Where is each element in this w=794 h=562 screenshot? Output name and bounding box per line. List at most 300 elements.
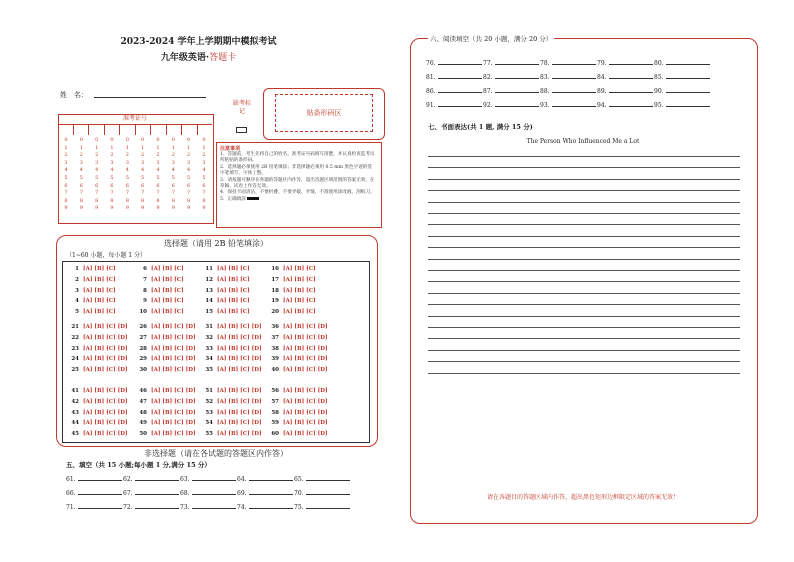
question-number: 45	[71, 431, 79, 438]
exam-id-digit-bubble[interactable]: 0	[202, 137, 206, 143]
exam-id-digit-bubble[interactable]: 3	[171, 159, 175, 166]
answer-options[interactable]: [A] [B] [C] [D]	[151, 409, 196, 416]
answer-options[interactable]: [A] [B] [C] [D]	[83, 409, 128, 416]
answer-options[interactable]: [A] [B] [C]	[83, 298, 116, 305]
subtitle-answer-card: 答题卡	[209, 53, 237, 63]
exam-id-digit-bubble[interactable]: 0	[156, 137, 160, 143]
exam-id-digit-bubble[interactable]: 8	[125, 197, 129, 204]
exam-id-digit-bubble[interactable]: 5	[64, 174, 68, 181]
answer-options[interactable]: [A] [B] [C]	[151, 276, 184, 283]
question-number: 59	[271, 420, 279, 427]
exam-id-digit-bubble[interactable]: 0	[125, 137, 129, 143]
exam-id-cell[interactable]	[58, 124, 74, 135]
exam-id-digit-bubble[interactable]: 8	[141, 197, 145, 204]
essay-line[interactable]	[428, 350, 740, 351]
answer-options[interactable]: [A] [B] [C]	[217, 287, 250, 294]
question-7	[135, 277, 184, 283]
exam-id-digit-bubble[interactable]: 7	[156, 190, 160, 197]
exam-id-digit-bubble[interactable]: 1	[171, 144, 175, 151]
answer-options[interactable]: [A] [B] [C] [D]	[217, 324, 262, 330]
blank-72	[123, 502, 179, 511]
answer-options[interactable]: [A] [B] [C]	[283, 266, 316, 272]
answer-options[interactable]: [A] [B] [C]	[83, 309, 116, 316]
exam-id-digit-bubble[interactable]: 1	[110, 144, 114, 151]
blank-line[interactable]	[552, 58, 596, 65]
answer-options[interactable]: [A] [B] [C] [D]	[83, 420, 128, 427]
question-3	[67, 288, 116, 294]
multiple-choice-title: 选择题（请用 2B 铅笔填涂）	[163, 239, 269, 248]
question-number: 31	[205, 324, 213, 330]
exam-id-digit-bubble[interactable]: 0	[95, 137, 99, 143]
exam-id-digit-bubble[interactable]: 6	[156, 182, 160, 189]
blank-line[interactable]	[609, 100, 653, 107]
blank-number: 95.	[654, 102, 664, 109]
answer-options[interactable]: [A] [B] [C] [D]	[217, 367, 262, 374]
blank-number: 78.	[540, 60, 550, 67]
exam-id-digit-bubble[interactable]: 4	[141, 167, 145, 174]
answer-options[interactable]: [A] [B] [C] [D]	[217, 431, 262, 438]
essay-line[interactable]	[428, 156, 740, 157]
answer-options[interactable]: [A] [B] [C]	[151, 309, 184, 316]
blank-number: 94.	[597, 102, 607, 109]
question-number: 38	[271, 345, 279, 352]
notice-line: 2．选择题必须使用 2B 铅笔填涂；非选择题必须用 0.5 mm 黑色字迹的签字笔填写，字体工整。	[220, 164, 372, 177]
exam-id-digit-bubble[interactable]: 4	[79, 167, 83, 174]
exam-id-digit-bubble[interactable]: 7	[171, 190, 175, 197]
question-46	[135, 388, 196, 394]
essay-line[interactable]	[428, 190, 740, 191]
answer-options[interactable]: [A] [B] [C]	[83, 266, 116, 272]
exam-id-digit-bubble[interactable]: 8	[95, 197, 99, 204]
exam-id-digit-bubble[interactable]: 9	[141, 205, 145, 212]
blank-line[interactable]	[438, 72, 482, 79]
blank-number: 72.	[123, 504, 133, 511]
essay-line[interactable]	[428, 281, 740, 282]
exam-id-digit-bubble[interactable]: 6	[187, 182, 191, 189]
essay-line[interactable]	[428, 202, 740, 203]
answer-options[interactable]: [A] [B] [C] [D]	[83, 388, 128, 394]
essay-line[interactable]	[428, 316, 740, 317]
exam-id-digit-column	[106, 137, 118, 213]
answer-options[interactable]: [A] [B] [C] [D]	[217, 398, 262, 405]
blank-line[interactable]	[192, 488, 236, 495]
exam-id-digit-bubble[interactable]: 2	[64, 152, 68, 159]
question-number: 34	[205, 356, 213, 363]
exam-id-digit-bubble[interactable]: 7	[141, 190, 145, 197]
exam-id-digit-bubble[interactable]: 5	[141, 174, 145, 181]
question-number: 15	[205, 309, 213, 316]
blank-line[interactable]	[495, 100, 539, 107]
answer-options[interactable]: [A] [B] [C] [D]	[151, 398, 196, 405]
exam-id-digit-bubble[interactable]: 0	[79, 137, 83, 143]
page-title: 2023-2024 学年上学期期中模拟考试	[120, 37, 277, 47]
exam-id-digit-bubble[interactable]: 1	[79, 144, 83, 151]
answer-options[interactable]: [A] [B] [C] [D]	[283, 398, 328, 405]
essay-line[interactable]	[428, 247, 740, 248]
notice-body	[220, 152, 376, 203]
answer-options[interactable]: [A] [B] [C]	[151, 287, 184, 294]
exam-id-cell[interactable]	[89, 124, 105, 135]
question-number: 10	[139, 309, 147, 316]
question-number: 58	[271, 409, 279, 416]
question-32	[201, 335, 262, 341]
exam-id-digit-bubble[interactable]: 7	[125, 190, 129, 197]
exam-id-cell[interactable]	[74, 124, 90, 135]
answer-options[interactable]: [A] [B] [C] [D]	[283, 431, 328, 438]
exam-id-digit-bubble[interactable]: 8	[110, 197, 114, 204]
absent-mark-box[interactable]	[236, 127, 247, 133]
boundary-warning: 请在各题目的答题区域内作答，超出黑色矩形边框限定区域的答案无效！	[486, 494, 679, 501]
answer-options[interactable]: [A] [B] [C] [D]	[217, 420, 262, 427]
blank-line[interactable]	[192, 502, 236, 509]
blank-line[interactable]	[135, 488, 179, 495]
essay-line[interactable]	[428, 236, 740, 237]
blank-86	[426, 86, 482, 95]
exam-id-digit-bubble[interactable]: 6	[95, 182, 99, 189]
blank-76	[426, 58, 482, 67]
answer-options[interactable]: [A] [B] [C] [D]	[283, 367, 328, 374]
exam-id-digit-bubble[interactable]: 9	[202, 205, 206, 212]
answer-options[interactable]: [A] [B] [C] [D]	[83, 345, 128, 352]
answer-options[interactable]: [A] [B] [C] [D]	[151, 345, 196, 352]
exam-id-digit-bubble[interactable]: 5	[95, 174, 99, 181]
essay-line[interactable]	[428, 179, 740, 180]
exam-id-digit-bubble[interactable]: 1	[125, 144, 129, 151]
exam-id-digit-bubble[interactable]: 4	[156, 167, 160, 174]
exam-id-digit-bubble[interactable]: 0	[110, 137, 114, 143]
exam-id-digit-bubble[interactable]: 3	[202, 159, 206, 166]
question-38	[267, 346, 328, 352]
blank-line[interactable]	[306, 488, 350, 495]
answer-options[interactable]: [A] [B] [C]	[217, 276, 250, 283]
answer-options[interactable]: [A] [B] [C] [D]	[217, 388, 262, 394]
exam-id-digit-bubble[interactable]: 1	[141, 144, 145, 151]
blank-number: 61.	[66, 476, 76, 483]
blank-number: 84.	[597, 74, 607, 81]
blank-line[interactable]	[438, 100, 482, 107]
exam-id-digit-bubble[interactable]: 7	[202, 190, 206, 197]
answer-options[interactable]: [A] [B] [C]	[151, 266, 184, 272]
question-41	[67, 388, 128, 394]
answer-options[interactable]: [A] [B] [C] [D]	[283, 356, 328, 363]
exam-id-digit-bubble[interactable]: 3	[95, 159, 99, 166]
exam-id-digit-bubble[interactable]: 6	[202, 182, 206, 189]
answer-options[interactable]: [A] [B] [C] [D]	[83, 367, 128, 374]
exam-id-cell[interactable]	[182, 124, 198, 135]
question-number: 33	[205, 345, 213, 352]
essay-line[interactable]	[428, 293, 740, 294]
question-number: 53	[205, 409, 213, 416]
answer-options[interactable]: [A] [B] [C]	[283, 298, 316, 305]
exam-id-digit-bubble[interactable]: 8	[187, 197, 191, 204]
blank-line[interactable]	[192, 474, 236, 481]
question-number: 3	[75, 287, 79, 294]
answer-options[interactable]: [A] [B] [C] [D]	[83, 324, 128, 330]
question-number: 50	[139, 431, 147, 438]
exam-id-digit-bubble[interactable]: 1	[187, 144, 191, 151]
exam-id-digit-bubble[interactable]: 3	[110, 159, 114, 166]
blank-line[interactable]	[438, 86, 482, 93]
exam-id-digit-bubble[interactable]: 1	[64, 144, 68, 151]
exam-id-digit-bubble[interactable]: 4	[64, 167, 68, 174]
exam-id-cell[interactable]	[136, 124, 152, 135]
question-number: 37	[271, 334, 279, 341]
question-39	[267, 356, 328, 362]
answer-options[interactable]: [A] [B] [C] [D]	[217, 409, 262, 416]
blank-line[interactable]	[609, 86, 653, 93]
question-number: 41	[71, 388, 79, 394]
name-field[interactable]	[94, 97, 206, 98]
answer-options[interactable]: [A] [B] [C]	[217, 266, 250, 272]
blank-line[interactable]	[78, 502, 122, 509]
question-26	[135, 324, 196, 330]
answer-options[interactable]: [A] [B] [C]	[217, 298, 250, 305]
question-number: 4	[75, 298, 79, 305]
blank-line[interactable]	[552, 72, 596, 79]
exam-id-digit-bubble[interactable]: 5	[110, 174, 114, 181]
exam-id-digit-bubble[interactable]: 5	[202, 174, 206, 181]
question-number: 57	[271, 398, 279, 405]
exam-id-digit-grid	[60, 137, 210, 213]
exam-id-digit-bubble[interactable]: 5	[79, 174, 83, 181]
blank-number: 69.	[237, 490, 247, 497]
exam-id-digit-bubble[interactable]: 2	[110, 152, 114, 159]
question-number: 28	[139, 345, 147, 352]
blank-line[interactable]	[306, 502, 350, 509]
question-54	[201, 420, 262, 426]
answer-options[interactable]: [A] [B] [C] [D]	[217, 345, 262, 352]
exam-id-digit-bubble[interactable]: 5	[171, 174, 175, 181]
exam-id-digit-bubble[interactable]: 4	[95, 167, 99, 174]
question-number: 56	[271, 388, 279, 394]
answer-options[interactable]: [A] [B] [C] [D]	[151, 388, 196, 394]
answer-options[interactable]: [A] [B] [C]	[83, 287, 116, 294]
answer-options[interactable]: [A] [B] [C] [D]	[283, 324, 328, 330]
question-43	[67, 410, 128, 416]
answer-options[interactable]: [A] [B] [C] [D]	[283, 334, 328, 341]
blank-line[interactable]	[249, 474, 293, 481]
exam-id-digit-bubble[interactable]: 5	[125, 174, 129, 181]
blank-line[interactable]	[609, 58, 653, 65]
answer-options[interactable]: [A] [B] [C] [D]	[283, 345, 328, 352]
exam-id-digit-bubble[interactable]: 5	[156, 174, 160, 181]
blank-line[interactable]	[495, 58, 539, 65]
question-number: 2	[75, 276, 79, 283]
blank-line[interactable]	[306, 474, 350, 481]
blank-69	[237, 488, 293, 497]
exam-id-digit-bubble[interactable]: 0	[64, 137, 68, 143]
blank-line[interactable]	[552, 100, 596, 107]
exam-id-digit-bubble[interactable]: 6	[79, 182, 83, 189]
exam-id-digit-bubble[interactable]: 9	[110, 205, 114, 212]
essay-line[interactable]	[428, 338, 740, 339]
blank-line[interactable]	[135, 502, 179, 509]
exam-id-digit-bubble[interactable]: 8	[156, 197, 160, 204]
exam-id-digit-bubble[interactable]: 1	[202, 144, 206, 151]
exam-id-cell[interactable]	[105, 124, 121, 135]
question-number: 17	[271, 276, 279, 283]
exam-id-cell[interactable]	[198, 124, 213, 135]
question-number: 18	[271, 287, 279, 294]
exam-id-digit-bubble[interactable]: 6	[125, 182, 129, 189]
exam-id-cell[interactable]	[167, 124, 183, 135]
question-number: 9	[143, 298, 147, 305]
exam-id-digit-bubble[interactable]: 9	[95, 205, 99, 212]
notice-line: 1．答题前，考生先将自己的姓名、准考证号码填写清楚，并认真检查监考员所粘贴的条形码。	[220, 152, 375, 164]
question-number: 46	[139, 388, 147, 394]
essay-line[interactable]	[428, 270, 740, 271]
answer-options[interactable]: [A] [B] [C]	[283, 276, 316, 283]
answer-options[interactable]: [A] [B] [C] [D]	[283, 409, 328, 416]
exam-id-digit-bubble[interactable]: 9	[187, 205, 191, 212]
exam-id-digit-bubble[interactable]: 2	[95, 152, 99, 159]
answer-options[interactable]: [A] [B] [C] [D]	[151, 431, 196, 438]
exam-id-digit-bubble[interactable]: 4	[110, 167, 114, 174]
blank-line[interactable]	[552, 86, 596, 93]
exam-id-digit-bubble[interactable]: 3	[141, 159, 145, 166]
answer-options[interactable]: [A] [B] [C] [D]	[83, 398, 128, 405]
answer-options[interactable]: [A] [B] [C] [D]	[217, 334, 262, 341]
essay-line[interactable]	[428, 213, 740, 214]
exam-id-digit-bubble[interactable]: 5	[187, 174, 191, 181]
question-number: 29	[139, 356, 147, 363]
exam-id-digit-bubble[interactable]: 3	[156, 159, 160, 166]
exam-id-digit-bubble[interactable]: 4	[171, 167, 175, 174]
exam-id-digit-bubble[interactable]: 4	[125, 167, 129, 174]
exam-id-digit-bubble[interactable]: 2	[79, 152, 83, 159]
answer-options[interactable]: [A] [B] [C]	[83, 276, 116, 283]
blank-line[interactable]	[666, 72, 710, 79]
question-number: 5	[75, 309, 79, 316]
exam-id-digit-bubble[interactable]: 9	[64, 205, 68, 212]
answer-options[interactable]: [A] [B] [C] [D]	[83, 356, 128, 363]
exam-id-digit-bubble[interactable]: 2	[125, 152, 129, 159]
essay-line[interactable]	[428, 167, 740, 168]
answer-options[interactable]: [A] [B] [C] [D]	[283, 388, 328, 394]
exam-id-digit-bubble[interactable]: 7	[187, 190, 191, 197]
blank-line[interactable]	[78, 474, 122, 481]
exam-id-digit-bubble[interactable]: 9	[79, 205, 83, 212]
answer-options[interactable]: [A] [B] [C] [D]	[151, 324, 196, 330]
exam-id-digit-bubble[interactable]: 7	[95, 190, 99, 197]
essay-line[interactable]	[428, 304, 740, 305]
answer-options[interactable]: [A] [B] [C] [D]	[283, 420, 328, 427]
essay-line[interactable]	[428, 361, 740, 362]
exam-id-cell[interactable]	[120, 124, 136, 135]
essay-line[interactable]	[428, 259, 740, 260]
exam-id-digit-bubble[interactable]: 4	[187, 167, 191, 174]
blank-line[interactable]	[438, 58, 482, 65]
exam-id-digit-bubble[interactable]: 7	[79, 190, 83, 197]
answer-options[interactable]: [A] [B] [C] [D]	[151, 334, 196, 341]
exam-id-digit-bubble[interactable]: 4	[202, 167, 206, 174]
exam-id-digit-bubble[interactable]: 6	[141, 182, 145, 189]
exam-id-digit-bubble[interactable]: 7	[64, 190, 68, 197]
blank-number: 79.	[597, 60, 607, 67]
answer-options[interactable]: [A] [B] [C] [D]	[83, 431, 128, 438]
question-number: 48	[139, 409, 147, 416]
blank-line[interactable]	[135, 474, 179, 481]
answer-options[interactable]: [A] [B] [C] [D]	[151, 367, 196, 374]
blank-line[interactable]	[78, 488, 122, 495]
question-number: 20	[271, 309, 279, 316]
blank-line[interactable]	[666, 86, 710, 93]
blank-line[interactable]	[609, 72, 653, 79]
exam-id-digit-bubble[interactable]: 9	[156, 205, 160, 212]
exam-id-digit-bubble[interactable]: 3	[64, 159, 68, 166]
page-subtitle	[0, 50, 397, 63]
answer-options[interactable]: [A] [B] [C]	[217, 309, 250, 316]
answer-options[interactable]: [A] [B] [C]	[283, 309, 316, 316]
blank-line[interactable]	[249, 502, 293, 509]
exam-id-digit-column	[121, 137, 133, 213]
blank-line[interactable]	[495, 86, 539, 93]
question-2	[67, 277, 116, 283]
essay-line[interactable]	[428, 373, 740, 374]
exam-id-digit-bubble[interactable]: 6	[171, 182, 175, 189]
exam-id-digit-bubble[interactable]: 2	[187, 152, 191, 159]
question-number: 30	[139, 367, 147, 374]
answer-options[interactable]: [A] [B] [C] [D]	[217, 356, 262, 363]
exam-id-digit-column	[152, 137, 164, 213]
blank-line[interactable]	[666, 58, 710, 65]
question-21	[67, 324, 128, 330]
exam-id-digit-bubble[interactable]: 9	[125, 205, 129, 212]
answer-options[interactable]: [A] [B] [C] [D]	[83, 334, 128, 341]
exam-id-digit-bubble[interactable]: 3	[79, 159, 83, 166]
blank-line[interactable]	[249, 488, 293, 495]
blank-number: 91.	[426, 102, 436, 109]
question-52	[201, 399, 262, 405]
exam-id-digit-bubble[interactable]: 3	[187, 159, 191, 166]
essay-line[interactable]	[428, 224, 740, 225]
exam-id-digit-bubble[interactable]: 8	[64, 197, 68, 204]
exam-id-digit-bubble[interactable]: 8	[79, 197, 83, 204]
question-53	[201, 410, 262, 416]
essay-line[interactable]	[428, 327, 740, 328]
exam-id-digit-bubble[interactable]: 0	[187, 137, 191, 143]
exam-id-digit-bubble[interactable]: 3	[125, 159, 129, 166]
blank-92	[483, 100, 539, 109]
exam-id-digit-bubble[interactable]: 6	[110, 182, 114, 189]
blank-line[interactable]	[495, 72, 539, 79]
section-5-title: 五、填空（共 15 小题;每小题 1 分,满分 15 分）	[66, 461, 211, 469]
question-number: 24	[71, 356, 79, 363]
exam-id-digit-bubble[interactable]: 0	[141, 137, 145, 143]
exam-id-digit-bubble[interactable]: 7	[110, 190, 114, 197]
exam-id-digit-bubble[interactable]: 1	[95, 144, 99, 151]
answer-options[interactable]: [A] [B] [C] [D]	[151, 420, 196, 427]
blank-line[interactable]	[666, 100, 710, 107]
exam-id-digit-bubble[interactable]: 8	[171, 197, 175, 204]
question-6	[135, 266, 184, 272]
exam-id-digit-bubble[interactable]: 8	[202, 197, 206, 204]
exam-id-digit-bubble[interactable]: 2	[171, 152, 175, 159]
exam-id-digit-bubble[interactable]: 0	[171, 137, 175, 143]
exam-id-digit-bubble[interactable]: 2	[156, 152, 160, 159]
exam-id-digit-bubble[interactable]: 6	[64, 182, 68, 189]
answer-options[interactable]: [A] [B] [C] [D]	[151, 356, 196, 363]
exam-id-digit-bubble[interactable]: 9	[171, 205, 175, 212]
answer-options[interactable]: [A] [B] [C]	[283, 287, 316, 294]
blank-number: 67.	[123, 490, 133, 497]
answer-options[interactable]: [A] [B] [C]	[151, 298, 184, 305]
exam-id-digit-bubble[interactable]: 2	[202, 152, 206, 159]
exam-id-cell[interactable]	[151, 124, 167, 135]
exam-id-digit-bubble[interactable]: 1	[156, 144, 160, 151]
notice-line: 3．请按题号顺序在各题的答题区内作答，超出答题区域范围的答案无效，在草稿、试卷上作答无效。	[220, 177, 375, 190]
exam-id-digit-bubble[interactable]: 2	[141, 152, 145, 159]
